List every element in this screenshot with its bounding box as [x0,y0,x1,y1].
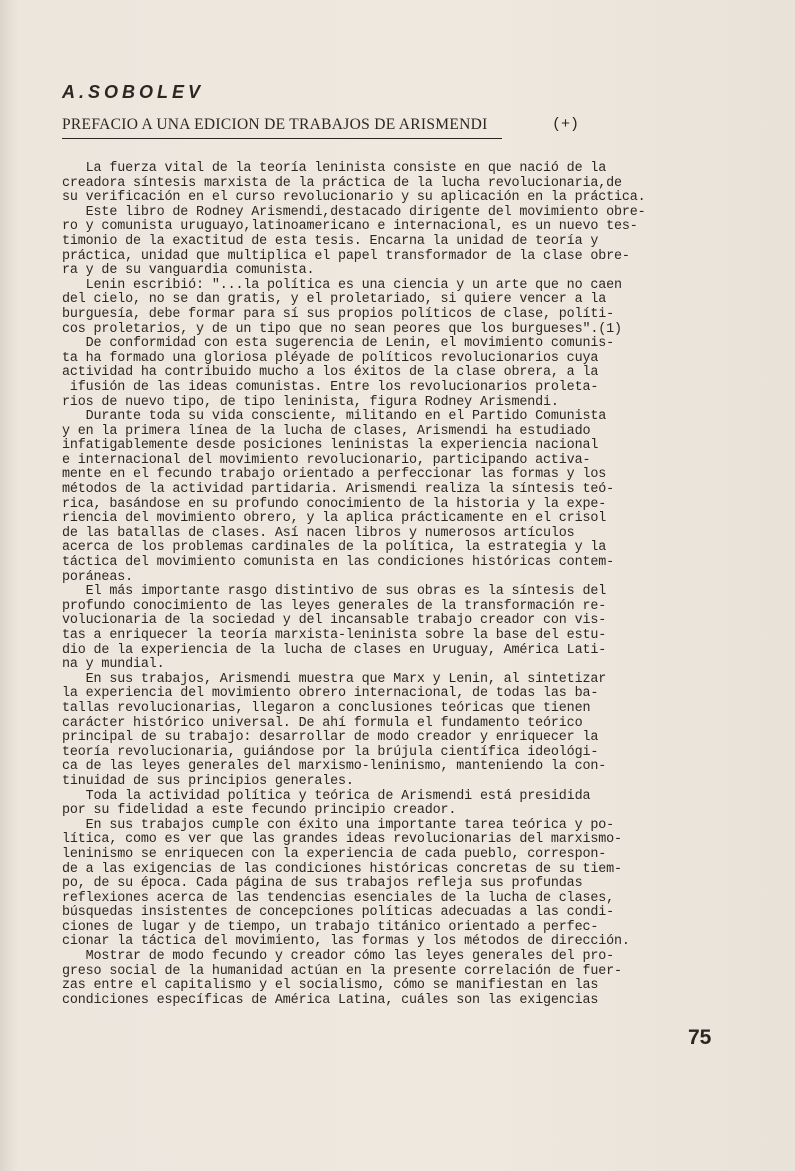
document-title: PREFACIO A UNA EDICION DE TRABAJOS DE ARISMENDI [62,116,488,133]
text-line: ciones de lugar y de tiempo, un trabajo titánico orientado a perfec- [62,919,599,935]
text-line: cionar la táctica del movimiento, las formas y los métodos de dirección. [62,934,630,950]
paragraph [62,206,732,279]
text-line: actividad ha contribuido mucho a los éxitos de la clase obrera, a la [62,365,599,381]
title-row [62,116,682,140]
text-line: ta ha formado una gloriosa pléyade de políticos revolucionarios cuya [62,350,599,366]
text-line: de las batallas de clases. Así nacen libros y numerosos artículos [62,525,575,541]
text-line: En sus trabajos cumple con éxito una importante tarea teórica y po- [62,817,614,833]
text-line: mente en el fecundo trabajo orientado a perfeccionar las formas y los [62,467,607,483]
text-line: práctica, unidad que multiplica el papel transformador de la clase obre- [62,248,630,264]
text-line: la experiencia del movimiento obrero internacional, de todas las ba- [62,686,599,702]
text-line: leninismo se enriquecen con la experiencia de cada pueblo, correspon- [62,846,607,862]
text-line: condiciones específicas de América Latina, cuáles son las exigencias [62,992,599,1008]
text-line: reflexiones acerca de las tendencias esenciales de la lucha de clases, [62,890,614,906]
text-line: De conformidad con esta sugerencia de Lenin, el movimiento comunis- [62,336,614,352]
text-line: Lenin escribió: "...la política es una ciencia y un arte que no caen [62,277,622,293]
text-line: rios de nuevo tipo, de tipo leninista, figura Rodney Arismendi. [62,394,559,410]
paragraph [62,410,732,585]
text-line: principal de su trabajo: desarrollar de modo creador y enriquecer la [62,730,599,746]
text-line: ifusión de las ideas comunistas. Entre los revolucionarios proleta- [62,379,599,395]
text-line: del cielo, no se dan gratis, y el proletariado, si quiere vencer a la [62,292,607,308]
text-line: ca de las leyes generales del marxismo-leninismo, manteniendo la con- [62,759,607,775]
paragraph [62,950,732,1008]
page-number: 75 [688,1026,712,1049]
text-line: creadora síntesis marxista de la práctica de la lucha revolucionaria,de [62,175,622,191]
text-line: táctica del movimiento comunista en las condiciones históricas contem- [62,555,614,571]
author-name: A.SOBOLEV [62,82,205,102]
paragraph [62,819,732,950]
text-line: lítica, como es ver que las grandes ideas revolucionarias del marxismo- [62,832,622,848]
text-line: timonio de la exactitud de esta tesis. Encarna la unidad de teoría y [62,233,599,249]
text-line: El más importante rasgo distintivo de sus obras es la síntesis del [62,584,607,600]
text-line: e internacional del movimiento revolucionario, participando activa- [62,452,591,468]
text-line: zas entre el capitalismo y el socialismo, cómo se manifiestan en las [62,978,599,994]
text-line: riencia del movimiento obrero, y la aplica prácticamente en el crisol [62,511,607,527]
text-line: dio de la experiencia de la lucha de clases en Uruguay, América Lati- [62,642,607,658]
text-line: búsquedas insistentes de concepciones políticas adecuadas a las condi- [62,905,614,921]
text-line: burguesía, debe formar para sí sus propios políticos de clase, políti- [62,306,614,322]
text-line: teoría revolucionaria, guiándose por la brújula científica ideológi- [62,744,599,760]
text-line: tas a enriquecer la teoría marxista-leninista sobre la base del estu- [62,628,607,643]
text-line: Este libro de Rodney Arismendi,destacado dirigente del movimiento obre- [62,204,646,220]
text-line: Durante toda su vida consciente, militando en el Partido Comunista [62,409,607,425]
paragraph [62,585,732,673]
text-line: cos proletarios, y de un tipo que no sean peores que los burgueses".(1) [62,321,622,337]
paragraph [62,162,732,206]
text-line: infatigablemente desde posiciones leninistas la experiencia nacional [62,438,599,454]
paragraph [62,279,732,337]
paragraph [62,337,732,410]
body-text [62,162,732,1008]
text-line: por su fidelidad a este fecundo principio creador. [62,803,457,819]
text-line: poráneas. [62,569,133,585]
text-line: de a las exigencias de las condiciones históricas concretas de su tiem- [62,861,622,877]
text-line: carácter histórico universal. De ahí formula el fundamento teórico [62,715,583,731]
text-line: La fuerza vital de la teoría leninista consiste en que nació de la [62,161,607,176]
text-line: Mostrar de modo fecundo y creador cómo las leyes generales del pro- [62,949,614,965]
text-line: volucionaria de la sociedad y del incansable trabajo creador con vis- [62,613,607,629]
footnote-mark: (+) [552,116,580,133]
paragraph [62,790,732,819]
text-line: métodos de la actividad partidaria. Arismendi realiza la síntesis teó- [62,482,614,498]
text-line: acerca de los problemas cardinales de la política, la estrategia y la [62,540,607,556]
text-line: Toda la actividad política y teórica de Arismendi está presidida [62,788,591,804]
text-line: tallas revolucionarias, llegaron a conclusiones teóricas que tienen [62,700,591,716]
text-line: rica, basándose en su profundo conocimiento de la historia y la expe- [62,496,607,512]
text-line: profundo conocimiento de las leyes generales de la transformación re- [62,598,607,614]
text-line: na y mundial. [62,657,165,673]
text-line: tinuidad de sus principios generales. [62,773,354,789]
text-line: greso social de la humanidad actúan en la presente correlación de fuer- [62,963,622,979]
text-line: En sus trabajos, Arismendi muestra que Marx y Lenin, al sintetizar [62,671,607,687]
paragraph [62,673,732,790]
title-underline [62,138,502,139]
text-line: ra y de su vanguardia comunista. [62,263,315,279]
text-line: y en la primera línea de la lucha de clases, Arismendi ha estudiado [62,423,591,439]
text-line: su verificación en el curso revolucionario y su aplicación en la práctica. [62,190,646,206]
text-line: ro y comunista uruguayo,latinoamericano e internacional, es un nuevo tes- [62,219,638,235]
text-line: po, de su época. Cada página de sus trabajos refleja sus profundas [62,876,583,892]
